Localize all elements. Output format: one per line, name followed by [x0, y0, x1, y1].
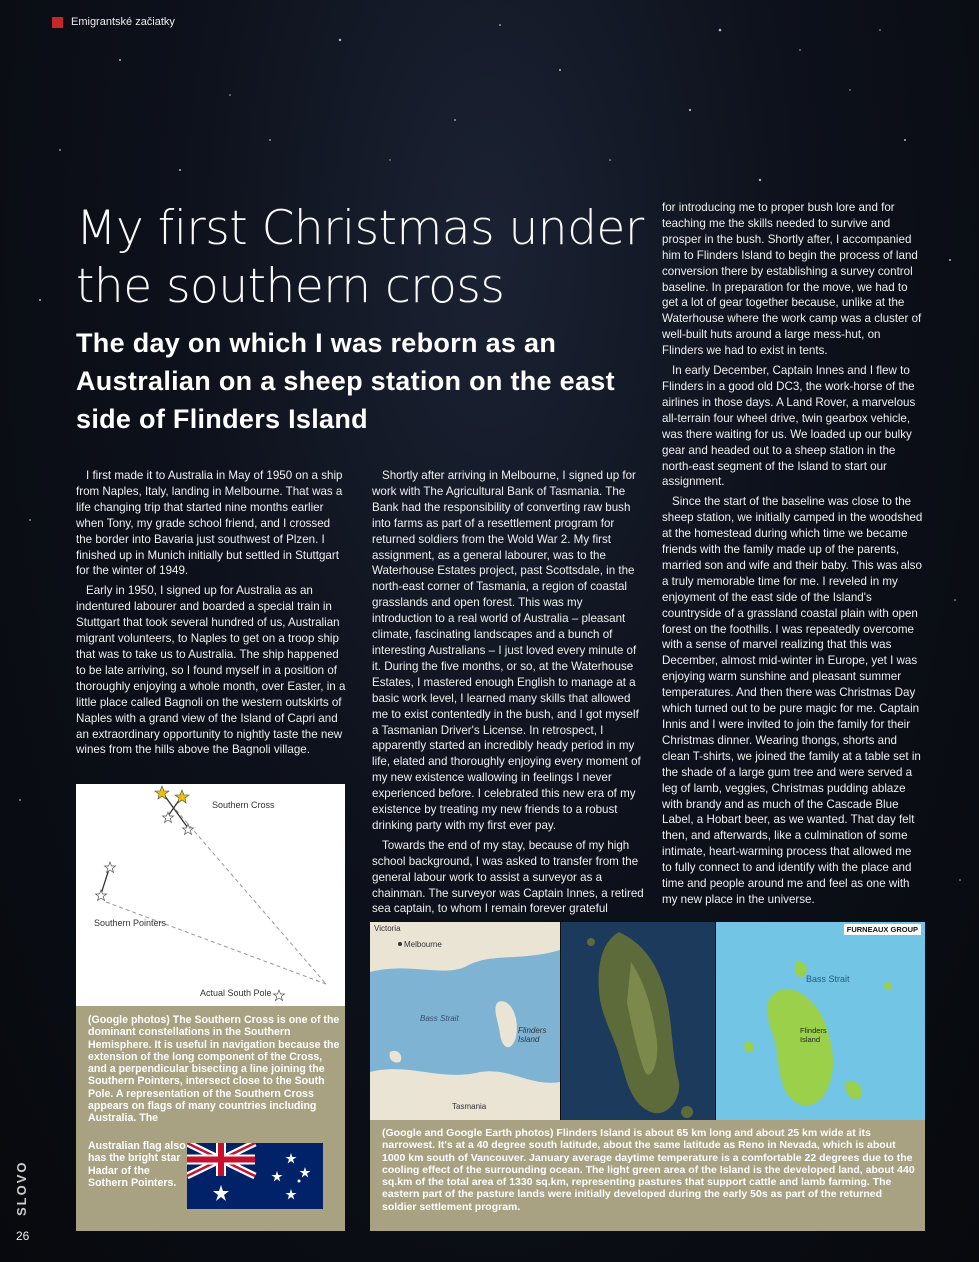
section-marker-icon	[52, 17, 63, 28]
article-title: My first Christmas under the southern cross	[76, 201, 644, 314]
southern-cross-caption: (Google photos) The Southern Cross is one of the dominant constellations in the Southern Hemisphere. It is useful in navigation because the extension of the long component of the Cross, and a perpendicular bisecting a line joining the Southern Pointers, intersect close to the South Pole. A representation of the Southern Cross appears on flags of many countries including Australia. The	[88, 1014, 340, 1125]
satellite-island-graphic	[561, 922, 715, 1120]
southern-cross-caption-continued: Australian flag also has the bright star Hadar of the Sothern Pointers.	[88, 1140, 186, 1189]
magazine-logo	[12, 1148, 32, 1218]
flinders-map3-label: Flinders Island	[800, 1026, 827, 1044]
text-column-3	[662, 200, 924, 912]
paragraph: Early in 1950, I signed up for Australia as an indentured labourer and boarded a special train in Stuttgart that took several hundred of us, Australian migrant volunteers, to Naples to get on a troop ship that was to take us to Australia. The ship happened to be late arriving, so I found myself in a position of thoroughly enjoying a whole month, over Easter, in a little place called Bagnoli on the western outskirts of Naples with a grand view of the Island of Capri and an extraordinary opportunity to nightly taste the new wines from the hills above the Bagnoli village.	[76, 584, 346, 757]
bass-strait-label: Bass Strait	[420, 1014, 459, 1023]
southern-cross-diagram	[76, 784, 345, 1006]
paragraph: I first made it to Australia in May of 1950 on a ship from Naples, Italy, landing in Melbourne. That was a life changing trip that started nine months earlier when Tony, my grade school friend, and I crossed the border into Bavaria just southwest of Plzen. I finished up in Munich initially but settled in Stuttgart for the winter of 1949.	[76, 469, 343, 578]
furneaux-group-label: FURNEAUX GROUP	[844, 924, 921, 935]
bass-strait-map	[370, 922, 560, 1120]
bass-strait-map3-label: Bass Strait	[806, 974, 850, 984]
southern-pointers-label: Southern Pointers	[94, 918, 167, 928]
section-tag-label: Emigrantské začiatky	[71, 16, 175, 28]
bass-strait-map-graphic	[370, 922, 560, 1120]
page-number: 26	[16, 1229, 30, 1243]
tasmania-label: Tasmania	[452, 1102, 487, 1111]
paragraph: Shortly after arriving in Melbourne, I signed up for work with The Agricultural Bank of Tasmania. The Bank had the responsibility of converting raw bush into farms as part of a resettlement program for returned soldiers from the Wold War 2. My first assignment, as a general labourer, was to the Waterhouse Estates project, past Scottsdale, in the north-east corner of Tasmania, a region of coastal grasslands and open forest. This was my introduction to a real world of Australia – pleasant climate, fascinating landscapes and a bunch of interesting Australians – I just loved every minute of it. During the five months, or so, at the Waterhouse Estates, I mastered enough English to manage at a basic work level, I learned many skills that allowed me to exist contentedly in the bush, and I got myself a Tasmanian Driver's License. In retrospect, I apparently started an incredibly heady period in my life, elated and thoroughly enjoying every moment of my new existence wallowing in feelings I never experienced before. I celebrated this new era of my existence by treating my new friends to a robust drinking party with my first ever pay.	[372, 469, 641, 832]
flinders-island-caption-box	[370, 1120, 925, 1231]
paragraph: Since the start of the baseline was close to the sheep station, we initially camped in the woodshed at the homestead during which time we became friends with the family made up of the parents, married son and wife and their baby. This was also a truly memorable time for me. I reveled in my enjoyment of the east side of the Island's countryside of a grassland coastal plain with open forest on the foothills. I was repeatedly overcome with a sense of marvel realizing that this was December, almost mid-winter in Europe, yet I was enjoying warm sunshine and pleasant summer temperatures. And then there was Christmas Day which turned out to be pure magic for me. Captain Innis and I were invited to join the family for their Christmas dinner. Wearing thongs, shorts and clean T-shirts, we joined the family at a table set in the shade of a large gum tree and were served a leg of lamb, veggies, Christmas pudding ablaze with brandy and as much of the Cascade Blue Label, a Hobart beer, as we wanted. That day felt then, and afterwards, like a culmination of some intimate, heart-warming process that allowed me to fully connect to and identify with the place and time and people around me and feel as one with my new place in the universe.	[662, 495, 923, 906]
australian-flag-icon	[187, 1143, 323, 1209]
constellation-chart	[76, 784, 345, 1006]
melbourne-label: Melbourne	[404, 940, 442, 949]
southern-cross-caption-box	[76, 1006, 345, 1231]
paragraph: Towards the end of my stay, because of my high school background, I was asked to transfer from the general labour work to assist a surveyor as a chainman. The surveyor was Captain Innes, a retired sea captain, to whom I remain forever grateful	[372, 838, 644, 916]
article-subtitle: The day on which I was reborn as an Australian on a sheep station on the east side of Flinders Island	[76, 328, 615, 434]
magazine-name: SLOVO	[14, 1160, 29, 1216]
flinders-label: Flinders Island	[518, 1026, 547, 1044]
text-column-2	[372, 468, 644, 921]
southern-cross-label: Southern Cross	[212, 800, 275, 810]
paragraph: In early December, Captain Innes and I flew to Flinders in a good old DC3, the work-horse of the airlines in those days. A Land Rover, a marvelous all-terrain four wheel drive, twin gearbox vehicle, was there waiting for us. We loaded up our bulky gear and headed out to a sheep station in the north-east segment of the Island to start our assignment.	[662, 364, 916, 489]
flinders-island-caption: (Google and Google Earth photos) Flinders Island is about 65 km long and about 25 km wide at its narrowest. It's at a 40 degree south latitude, about the same latitude as Reno in Nevada, which is about 1000 km south of Vancouver. January average daytime temperature is a comfortable 22 degrees due to the cooling effect of the surrounding ocean. The light green area of the Island is the developed land, about 440 sq.km of the total area of 1330 sq.km, representing pastures that support cattle and lamb farming. The eastern part of the pasture lands were initially developed during the early 50s as part of the returned soldier settlement program.	[382, 1127, 915, 1213]
furneaux-map-graphic	[716, 922, 925, 1120]
flinders-island-maps	[370, 922, 925, 1120]
text-column-1	[76, 468, 346, 762]
victoria-label: Victoria	[374, 924, 401, 933]
paragraph: for introducing me to proper bush lore and for teaching me the skills needed to survive and prosper in the bush. Shortly after, I accompanied him to Flinders Island to begin the process of land conversion there by establishing a survey control baseline. In preparation for the move, we had to get a lot of gear together because, unlike at the Waterhouse where the work camp was a cluster of well-built huts around a large mess-hut, on Flinders we had to exist in tents.	[662, 201, 922, 358]
section-tag	[52, 16, 175, 28]
south-pole-label: Actual South Pole	[200, 988, 272, 998]
satellite-photo	[561, 922, 715, 1120]
furneaux-group-map	[716, 922, 925, 1120]
